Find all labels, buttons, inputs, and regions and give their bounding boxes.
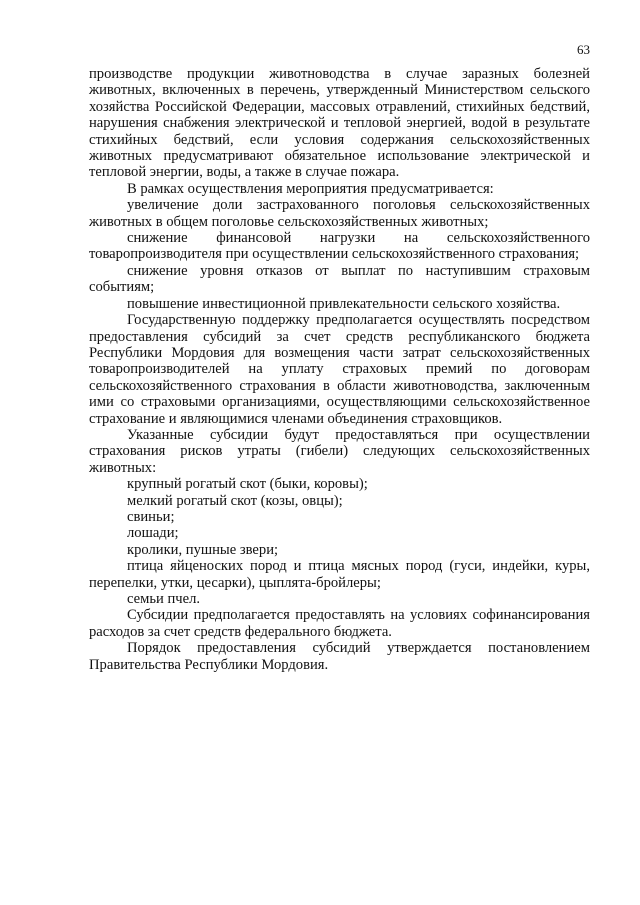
paragraph: повышение инвестиционной привлекательности сельского хозяйства. <box>127 295 561 312</box>
paragraph: снижение уровня отказов от выплат по наступившим страховым событиям; <box>89 262 590 296</box>
paragraph: кролики, пушные звери; <box>127 541 279 558</box>
paragraph: снижение финансовой нагрузки на сельскохозяйственного товаропроизводителя при осуществлении сельскохозяйственного страхования; <box>89 230 590 263</box>
paragraph: Указанные субсидии будут предоставляться при осуществлении страхования рисков утраты (гибели) следующих сельскохозяйственных животных: <box>89 426 590 476</box>
paragraph: В рамках осуществления мероприятия предусматривается: <box>127 180 494 197</box>
page-number: 63 <box>577 42 590 57</box>
paragraph: свиньи; <box>127 508 175 525</box>
paragraph: производстве продукции животноводства в случае заразных болезней животных, включенных в перечень, утвержденный Министерством сельского хозяйства Российской Федерации, массовых отравлений, стихийных бедствий, нарушения снабжения электрической и тепловой энергией, водой в результате стихийных бедствий, если условия содержания сельскохозяйственных животных предусматривают обязательное использование электрической и тепловой энергии, воды, а также в случае пожара. <box>89 66 590 181</box>
paragraph: увеличение доли застрахованного поголовья сельскохозяйственных животных в общем поголовье сельскохозяйственных животных; <box>89 197 590 230</box>
paragraph: птица яйценоских пород и птица мясных пород (гуси, индейки, куры, перепелки, утки, цесарки), цыплята-бройлеры; <box>89 558 590 591</box>
paragraph: Порядок предоставления субсидий утверждается постановлением Правительства Республики Мордовия. <box>89 640 590 673</box>
paragraph: лошади; <box>127 525 179 542</box>
paragraph: Субсидии предполагается предоставлять на условиях софинансирования расходов за счет средств федерального бюджета. <box>89 607 590 640</box>
paragraph: семьи пчел. <box>127 591 201 607</box>
paragraph: крупный рогатый скот (быки, коровы); <box>127 476 368 493</box>
paragraph: Государственную поддержку предполагается осуществлять посредством предоставления субсидий за счет средств республиканского бюджета Республики Мордовия для возмещения части затрат сельскохозяйственных товаропроизводителей на уплату страховых премий по договорам сельскохозяйственного страхования в области животноводства, заключенным ими со страховыми организациями, осуществляющими сельскохозяйственное страхование и являющимися членами объединения страховщиков. <box>89 312 590 427</box>
paragraph: мелкий рогатый скот (козы, овцы); <box>127 492 343 509</box>
document-body <box>89 66 590 673</box>
